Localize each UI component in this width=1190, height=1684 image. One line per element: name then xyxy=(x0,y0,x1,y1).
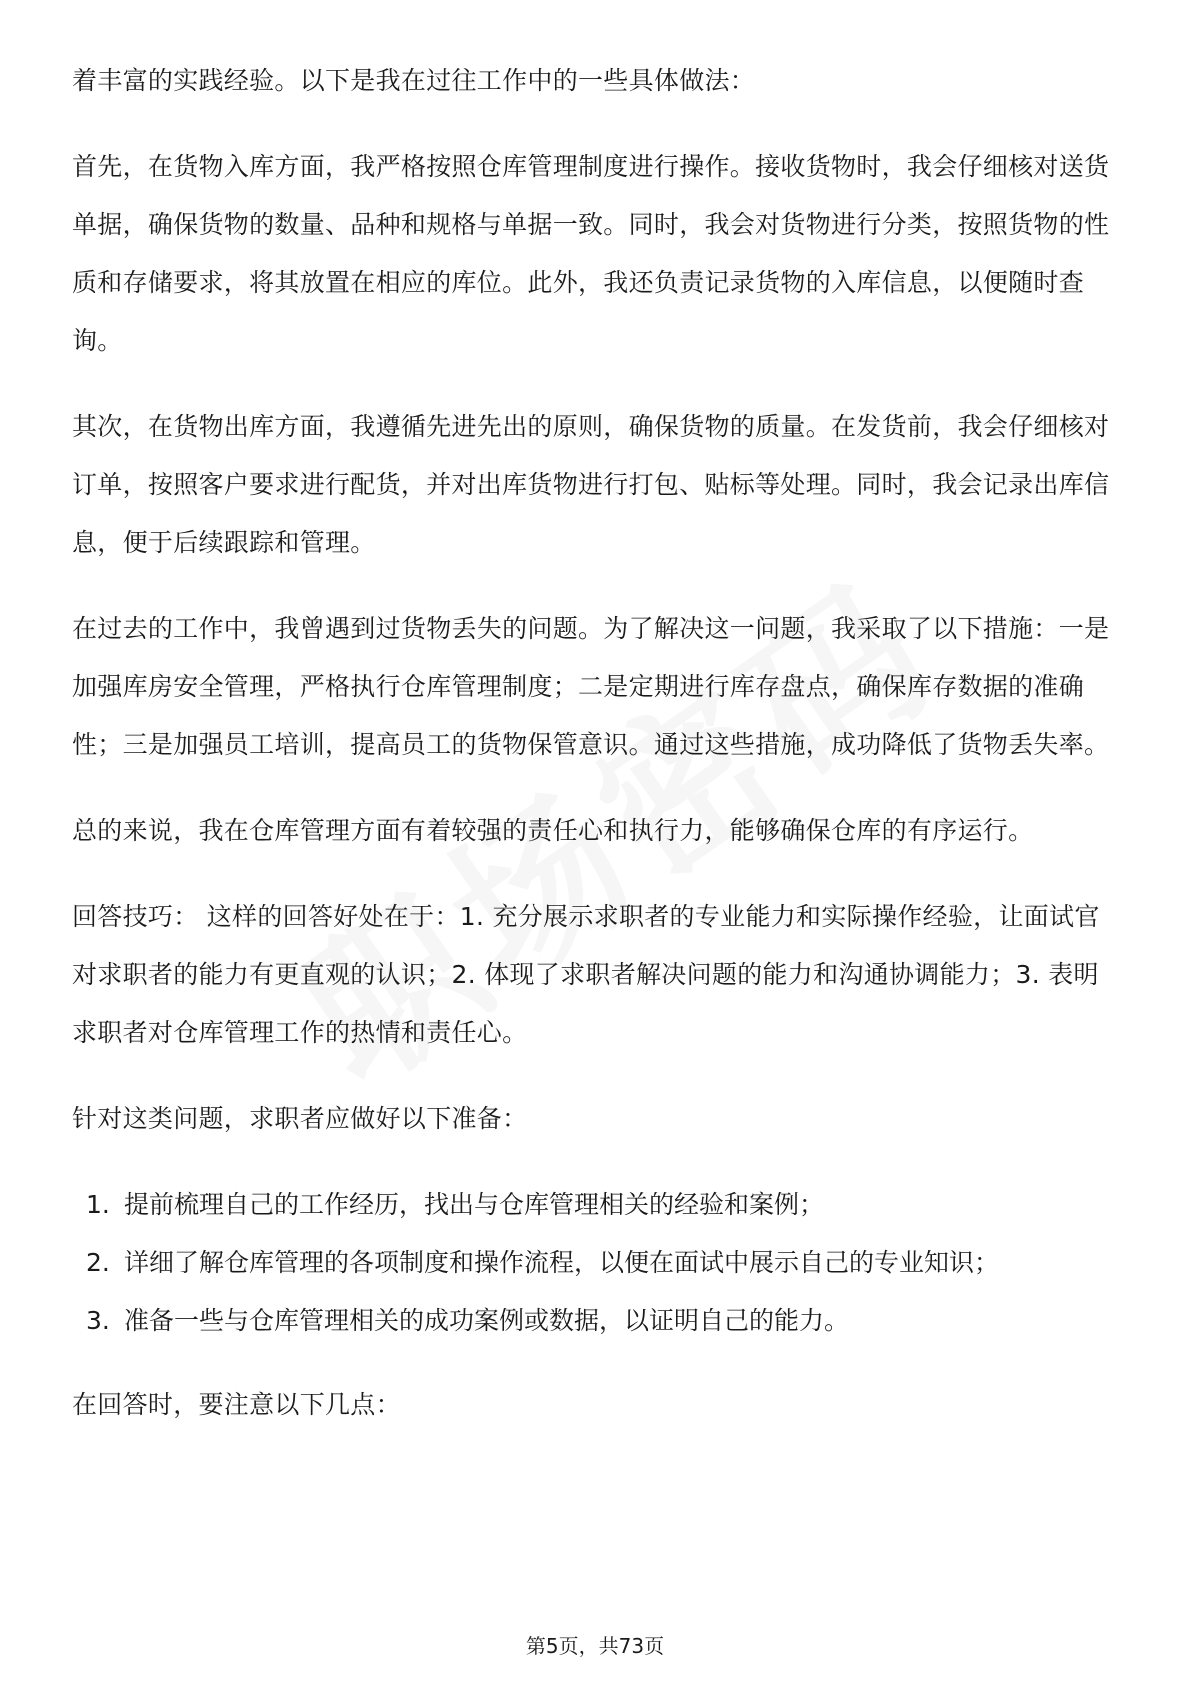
list-item xyxy=(72,1176,1118,1234)
paragraph: 回答技巧： 这样的回答好处在于：1. 充分展示求职者的专业能力和实际操作经验，让面试官对求职者的能力有更直观的认识；2. 体现了求职者解决问题的能力和沟通协调能力；3. 表明求职者对仓库管理工作的热情和责任心。 xyxy=(72,902,1100,1047)
list-item-text: 准备一些与仓库管理相关的成功案例或数据，以证明自己的能力。 xyxy=(124,1306,850,1335)
list-item-text: 详细了解仓库管理的各项制度和操作流程，以便在面试中展示自己的专业知识； xyxy=(124,1248,1000,1277)
paragraph: 在过去的工作中，我曾遇到过货物丢失的问题。为了解决这一问题，我采取了以下措施：一是加强库房安全管理，严格执行仓库管理制度；二是定期进行库存盘点，确保库存数据的准确性；三是加强员工培训，提高员工的货物保管意识。通过这些措施，成功降低了货物丢失率。 xyxy=(72,614,1110,759)
paragraph: 首先，在货物入库方面，我严格按照仓库管理制度进行操作。接收货物时，我会仔细核对送货单据，确保货物的数量、品种和规格与单据一致。同时，我会对货物进行分类，按照货物的性质和存储要求，将其放置在相应的库位。此外，我还负责记录货物的入库信息，以便随时查询。 xyxy=(72,152,1110,355)
paragraph: 其次，在货物出库方面，我遵循先进先出的原则，确保货物的质量。在发货前，我会仔细核对订单，按照客户要求进行配货，并对出库货物进行打包、贴标等处理。同时，我会记录出库信息，便于后续跟踪和管理。 xyxy=(72,412,1110,557)
list-number: 2. xyxy=(86,1248,110,1277)
page-number: 第5页，共73页 xyxy=(525,1634,665,1658)
list-item xyxy=(72,1234,1118,1292)
list-number: 3. xyxy=(86,1306,110,1335)
list-item xyxy=(72,1292,1118,1350)
paragraph: 针对这类问题，求职者应做好以下准备： xyxy=(72,1104,528,1133)
paragraph: 着丰富的实践经验。以下是我在过往工作中的一些具体做法： xyxy=(72,66,756,95)
preparation-list xyxy=(72,1176,1118,1350)
paragraph: 总的来说，我在仓库管理方面有着较强的责任心和执行力，能够确保仓库的有序运行。 xyxy=(72,816,1034,845)
paragraph: 在回答时，要注意以下几点： xyxy=(72,1390,401,1419)
document-body xyxy=(72,52,1118,1462)
list-number: 1. xyxy=(86,1190,110,1219)
list-item-text: 提前梳理自己的工作经历，找出与仓库管理相关的经验和案例； xyxy=(124,1190,825,1219)
